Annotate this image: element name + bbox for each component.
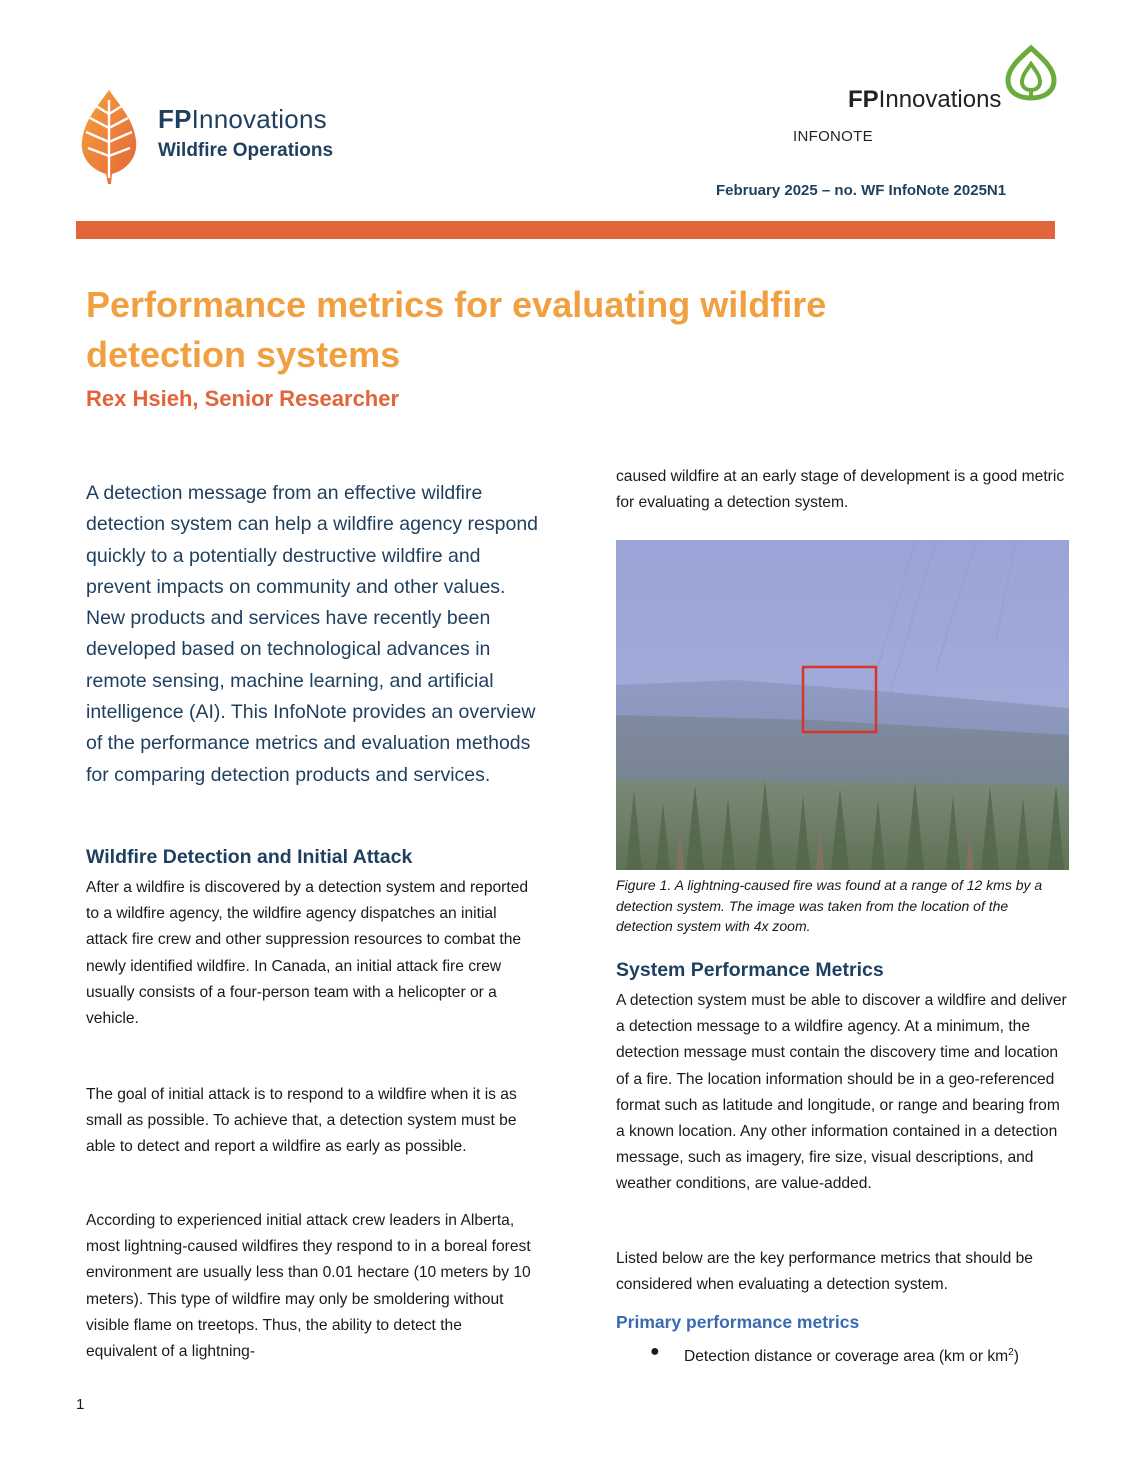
bullet-icon: ●: [650, 1343, 660, 1360]
figure-1-forest-photo: [616, 540, 1069, 870]
paragraph-initial-attack-2: The goal of initial attack is to respond to a wildfire when it is as small as possible. To achieve that, a detection system must be able to detect and report a wildfire as early as possible.: [86, 1086, 517, 1156]
paragraph-continued: caused wildfire at an early stage of development is a good metric for evaluating a detection system.: [616, 468, 1065, 512]
issue-date-line: February 2025 – no. WF InfoNote 2025N1: [716, 182, 1007, 199]
green-leaf-logo-icon: [1000, 44, 1062, 102]
figure-1-caption: Figure 1. A lightning-caused fire was found at a range of 12 kms by a detection system. The image was taken from the location of the detection system with 4x zoom.: [616, 877, 1043, 934]
header-divider-bar: [76, 221, 1055, 239]
brand-subtitle: Wildfire Operations: [158, 140, 334, 161]
document-title: Performance metrics for evaluating wildfire detection systems: [86, 284, 827, 375]
section-heading-detection: Wildfire Detection and Initial Attack: [86, 846, 413, 868]
orange-leaf-logo-icon: [76, 86, 142, 186]
author-line: Rex Hsieh, Senior Researcher: [86, 386, 400, 411]
brand-name: FPInnovations: [158, 104, 327, 134]
doc-type-label: INFONOTE: [793, 128, 873, 145]
paragraph-metrics-2: Listed below are the key performance metrics that should be considered when evaluating a detection system.: [616, 1250, 1033, 1294]
page-number: 1: [76, 1396, 85, 1413]
lead-paragraph: A detection message from an effective wildfire detection system can help a wildfire agency respond quickly to a potentially destructive wildfire and prevent impacts on community and other values. New products and services have recently been developed based on technological advances in remote sensing, machine learning, and artificial intelligence (AI). This InfoNote provides an overview of the performance metrics and evaluation methods for comparing detection products and services.: [86, 482, 539, 786]
bullet-detection-distance: Detection distance or coverage area (km or $km^2$): [684, 1347, 1019, 1366]
section-heading-metrics: System Performance Metrics: [616, 959, 884, 981]
brand-name-right: FPInnovations: [848, 86, 1002, 113]
paragraph-metrics-1: A detection system must be able to discover a wildfire and deliver a detection message to a wildfire agency. At a minimum, the detection message must contain the discovery time and location of a fire. The location information should be in a geo-referenced format such as latitude and longitude, or range and bearing from a known location. Any other information contained in a detection message, such as imagery, fire size, visual descriptions, and weather conditions, are value-added.: [616, 992, 1067, 1193]
paragraph-initial-attack-3: According to experienced initial attack crew leaders in Alberta, most lightning-caused wildfires they respond to in a boreal forest environment are usually less than 0.01 hectare (10 meters by 10 meters). This type of wildfire may only be smoldering without visible flame on treetops. Thus, the ability to detect the equivalent of a lightning-: [86, 1212, 531, 1361]
paragraph-initial-attack-1: After a wildfire is discovered by a detection system and reported to a wildfire agency, the wildfire agency dispatches an initial attack fire crew and other suppression resources to combat the newly identified wildfire. In Canada, an initial attack fire crew usually consists of a four-person team with a helicopter or a vehicle.: [86, 879, 529, 1028]
subheading-primary-metrics: Primary performance metrics: [616, 1312, 860, 1332]
